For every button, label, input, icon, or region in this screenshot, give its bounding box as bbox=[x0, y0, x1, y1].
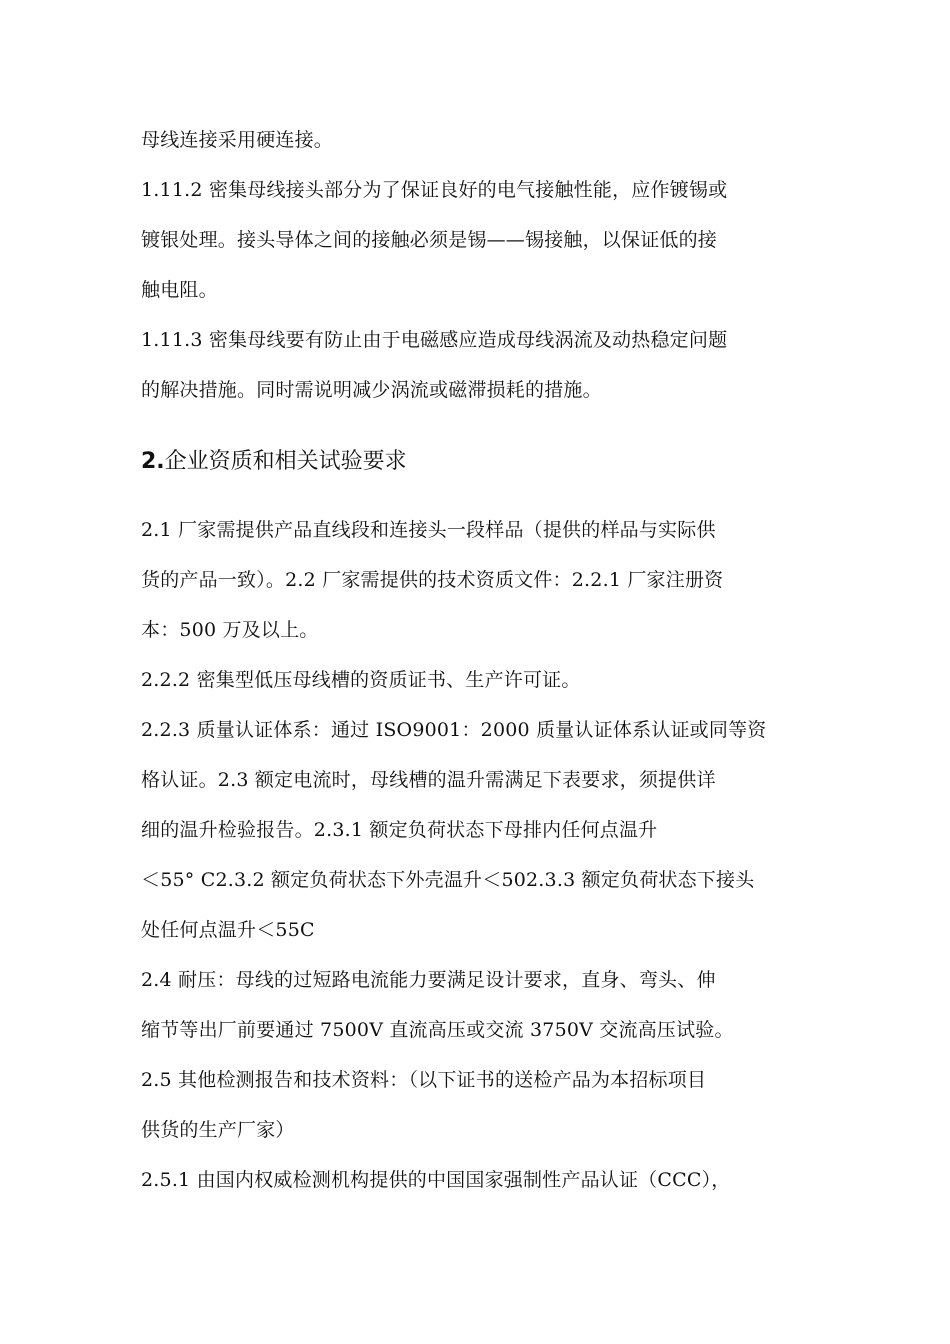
paragraph-line: 2.5.1 由国内权威检测机构提供的中国国家强制性产品认证（CCC）， bbox=[141, 1169, 731, 1191]
paragraph-line: 处任何点温升＜55C bbox=[141, 919, 315, 941]
paragraph-line: 触电阻。 bbox=[141, 279, 218, 301]
paragraph-line: 2.4 耐压：母线的过短路电流能力要满足设计要求，直身、弯头、伸 bbox=[141, 969, 716, 991]
paragraph-line: 细的温升检验报告。2.3.1 额定负荷状态下母排内任何点温升 bbox=[141, 819, 658, 841]
paragraph-line: 1.11.2 密集母线接头部分为了保证良好的电气接触性能，应作镀锡或 bbox=[141, 179, 728, 201]
section-heading bbox=[141, 448, 821, 476]
paragraph-line: 本：500 万及以上。 bbox=[141, 619, 319, 641]
section-number: 2. bbox=[141, 449, 165, 474]
section-title: 企业资质和相关试验要求 bbox=[164, 449, 407, 474]
paragraph-line: 缩节等出厂前要通过 7500V 直流高压或交流 3750V 交流高压试验。 bbox=[141, 1019, 734, 1041]
paragraph-line: 供货的生产厂家） bbox=[141, 1119, 295, 1141]
paragraph-line: 2.2.2 密集型低压母线槽的资质证书、生产许可证。 bbox=[141, 669, 581, 691]
paragraph-line: 2.2.3 质量认证体系：通过 ISO9001：2000 质量认证体系认证或同等资 bbox=[141, 719, 767, 741]
paragraph-line: 货的产品一致）。2.2 厂家需提供的技术资质文件：2.2.1 厂家注册资 bbox=[141, 569, 724, 591]
paragraph-line: 2.1 厂家需提供产品直线段和连接头一段样品（提供的样品与实际供 bbox=[141, 519, 716, 541]
paragraph-line: 2.5 其他检测报告和技术资料：（以下证书的送检产品为本招标项目 bbox=[141, 1069, 707, 1091]
paragraph-line: 母线连接采用硬连接。 bbox=[141, 129, 334, 151]
paragraph-line: 的解决措施。同时需说明减少涡流或磁滞损耗的措施。 bbox=[141, 379, 602, 401]
paragraph-line: 格认证。2.3 额定电流时，母线槽的温升需满足下表要求，须提供详 bbox=[141, 769, 716, 791]
paragraph-line: ＜55° C2.3.2 额定负荷状态下外壳温升＜502.3.3 额定负荷状态下接头 bbox=[141, 869, 755, 891]
paragraph-line: 1.11.3 密集母线要有防止由于电磁感应造成母线涡流及动热稳定问题 bbox=[141, 329, 728, 351]
paragraph-line: 镀银处理。接头导体之间的接触必须是锡——锡接触，以保证低的接 bbox=[141, 229, 718, 251]
